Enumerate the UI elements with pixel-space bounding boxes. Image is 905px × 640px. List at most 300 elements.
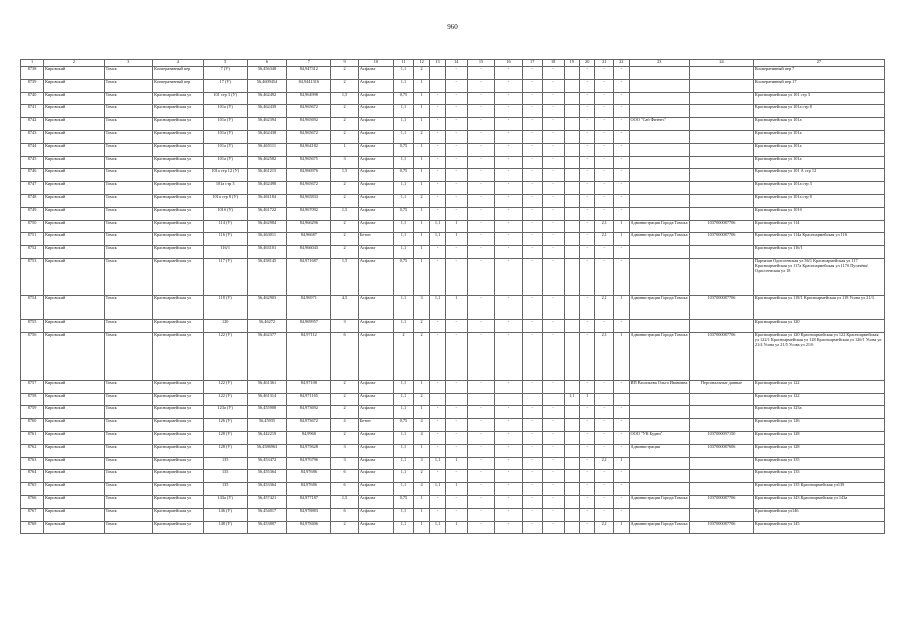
- table-row: [21, 508, 885, 521]
- table-cell: 84,966976: [287, 169, 331, 182]
- table-cell: -: [614, 169, 629, 182]
- column-number-18: 18: [542, 60, 564, 67]
- table-cell: Красноармейская ул 135: [753, 457, 884, 470]
- table-cell: [629, 182, 690, 195]
- column-number-17: 17: [522, 60, 542, 67]
- table-cell: -: [522, 444, 542, 457]
- table-cell: -: [495, 406, 523, 419]
- table-cell: -: [542, 444, 564, 457]
- table-cell: -: [595, 67, 614, 80]
- table-cell: -: [522, 143, 542, 156]
- table-cell: Красноармейская ул 145: [753, 521, 884, 534]
- table-cell: Администрация Города Томска: [629, 220, 690, 233]
- table-cell: 84,965833: [287, 194, 331, 207]
- table-cell: 2: [331, 182, 359, 195]
- table-cell: Томск: [104, 105, 152, 118]
- table-cell: 1: [331, 143, 359, 156]
- table-cell: 56,462492: [247, 92, 287, 105]
- table-cell: 1037000087706: [690, 332, 754, 380]
- table-cell: -: [467, 483, 495, 496]
- table-cell: -: [445, 169, 467, 182]
- table-cell: -: [522, 118, 542, 131]
- table-cell: Красноармейская ул: [153, 380, 204, 393]
- table-cell: Томск: [104, 182, 152, 195]
- table-cell: -: [542, 295, 564, 319]
- table-cell: -: [542, 79, 564, 92]
- table-cell: [564, 169, 579, 182]
- table-cell: -: [522, 258, 542, 295]
- table-cell: Томск: [104, 470, 152, 483]
- table-cell: Красноармейская ул: [153, 444, 204, 457]
- table-cell: Кировский: [44, 419, 105, 432]
- table-cell: 1: [413, 220, 430, 233]
- registry-table: [20, 59, 885, 534]
- table-cell: 1,1: [394, 470, 414, 483]
- table-cell: -: [614, 130, 629, 143]
- table-cell: Красноармейская ул 122: [753, 393, 884, 406]
- table-cell: [430, 393, 445, 406]
- table-cell: 84,977187: [287, 495, 331, 508]
- table-cell: -: [467, 233, 495, 246]
- table-cell: Томск: [104, 67, 152, 80]
- table-cell: 8763: [21, 457, 44, 470]
- table-cell: [690, 508, 754, 521]
- table-cell: -: [430, 118, 445, 131]
- table-cell: [690, 457, 754, 470]
- table-cell: -: [522, 521, 542, 534]
- table-cell: Томск: [104, 483, 152, 496]
- table-cell: [542, 393, 564, 406]
- table-cell: Красноармейская ул 143 Красноармейская ул 143а: [753, 495, 884, 508]
- table-cell: Томск: [104, 431, 152, 444]
- table-cell: -: [580, 118, 595, 131]
- table-cell: -: [522, 156, 542, 169]
- table-cell: Асфальт: [358, 495, 393, 508]
- table-cell: -: [495, 220, 523, 233]
- table-cell: -: [595, 508, 614, 521]
- table-row: [21, 406, 885, 419]
- table-cell: 56,46272: [247, 319, 287, 332]
- table-cell: -: [595, 143, 614, 156]
- table-cell: 56,461314: [247, 393, 287, 406]
- table-cell: [690, 156, 754, 169]
- table-cell: -: [542, 220, 564, 233]
- table-cell: -: [580, 521, 595, 534]
- table-cell: -: [495, 258, 523, 295]
- column-number-7: 7: [287, 60, 331, 67]
- table-cell: -: [614, 319, 629, 332]
- table-cell: -: [522, 495, 542, 508]
- table-cell: 8741: [21, 105, 44, 118]
- table-cell: Томск: [104, 419, 152, 432]
- table-cell: [629, 194, 690, 207]
- table-cell: -: [467, 495, 495, 508]
- table-cell: -: [467, 419, 495, 432]
- table-cell: 8768: [21, 521, 44, 534]
- table-cell: 84,965672: [287, 105, 331, 118]
- table-cell: 1: [445, 295, 467, 319]
- table-cell: [564, 419, 579, 432]
- table-cell: 2: [413, 393, 430, 406]
- table-cell: Асфальт: [358, 393, 393, 406]
- table-cell: 101б (У): [203, 207, 247, 220]
- table-cell: [690, 406, 754, 419]
- table-cell: [614, 393, 629, 406]
- table-cell: 8750: [21, 220, 44, 233]
- table-cell: [690, 79, 754, 92]
- table-cell: [467, 393, 495, 406]
- table-cell: 117 (У): [203, 258, 247, 295]
- table-cell: [629, 67, 690, 80]
- table-cell: 1,1: [394, 444, 414, 457]
- column-number-20: 20: [580, 60, 595, 67]
- table-cell: 2: [331, 393, 359, 406]
- table-cell: 135: [203, 483, 247, 496]
- table-cell: 1: [614, 332, 629, 380]
- table-cell: 122 (У): [203, 380, 247, 393]
- table-cell: 101а (У): [203, 156, 247, 169]
- table-body: [21, 67, 885, 534]
- table-cell: Томск: [104, 393, 152, 406]
- table-cell: Асфальт: [358, 130, 393, 143]
- table-cell: [690, 105, 754, 118]
- table-row: [21, 246, 885, 259]
- table-cell: 1,1: [394, 220, 414, 233]
- table-cell: Томск: [104, 495, 152, 508]
- table-cell: -: [522, 431, 542, 444]
- table-cell: 2: [331, 521, 359, 534]
- table-cell: Красноармейская ул: [153, 194, 204, 207]
- table-cell: -: [495, 431, 523, 444]
- column-number-13: 13: [430, 60, 445, 67]
- table-cell: 101а стр 12 (У): [203, 169, 247, 182]
- table-cell: -: [542, 470, 564, 483]
- table-cell: 2: [331, 130, 359, 143]
- table-cell: [629, 92, 690, 105]
- table-cell: -: [522, 220, 542, 233]
- table-cell: Кооперативный пер 17: [753, 79, 884, 92]
- table-cell: Администрация Города Томска: [629, 295, 690, 319]
- column-number-12: 12: [413, 60, 430, 67]
- table-cell: 2: [413, 67, 430, 80]
- table-cell: -: [495, 67, 523, 80]
- table-cell: Персональные данные: [690, 380, 754, 393]
- table-cell: [564, 67, 579, 80]
- table-cell: 1: [580, 393, 595, 406]
- table-cell: -: [595, 470, 614, 483]
- table-cell: Кировский: [44, 521, 105, 534]
- table-cell: -: [542, 419, 564, 432]
- table-cell: 4: [413, 431, 430, 444]
- table-cell: -: [614, 67, 629, 80]
- table-cell: 1,1: [430, 233, 445, 246]
- table-cell: 1: [445, 457, 467, 470]
- table-cell: -: [467, 79, 495, 92]
- table-cell: 1,1: [394, 431, 414, 444]
- table-cell: 0,75: [394, 92, 414, 105]
- table-cell: -: [467, 194, 495, 207]
- table-cell: -: [580, 470, 595, 483]
- table-row: [21, 169, 885, 182]
- table-cell: -: [445, 207, 467, 220]
- table-cell: [629, 393, 690, 406]
- table-cell: -: [445, 495, 467, 508]
- table-cell: Томск: [104, 457, 152, 470]
- table-cell: -: [467, 143, 495, 156]
- table-cell: 8759: [21, 406, 44, 419]
- table-cell: Кировский: [44, 258, 105, 295]
- table-cell: Кировский: [44, 495, 105, 508]
- table-cell: 2,1: [595, 295, 614, 319]
- table-cell: 3: [331, 457, 359, 470]
- table-cell: [690, 483, 754, 496]
- table-cell: -: [542, 92, 564, 105]
- table-cell: 0,75: [394, 169, 414, 182]
- table-cell: 2: [413, 332, 430, 380]
- table-cell: 1: [413, 380, 430, 393]
- table-cell: [564, 332, 579, 380]
- table-cell: -: [595, 319, 614, 332]
- table-row: [21, 295, 885, 319]
- table-cell: 8760: [21, 419, 44, 432]
- table-cell: -: [614, 431, 629, 444]
- table-cell: 84,965672: [287, 130, 331, 143]
- table-cell: 146 (У): [203, 508, 247, 521]
- table-cell: [564, 319, 579, 332]
- table-cell: Красноармейская ул 101а: [753, 130, 884, 143]
- table-cell: 1,5: [331, 169, 359, 182]
- table-cell: -: [522, 483, 542, 496]
- table-cell: 1,1: [394, 79, 414, 92]
- table-cell: 56,463011: [247, 233, 287, 246]
- table-cell: 1,1: [394, 156, 414, 169]
- table-cell: -: [430, 92, 445, 105]
- table-cell: -: [580, 182, 595, 195]
- table-cell: 1037000097150: [690, 431, 754, 444]
- table-row: [21, 431, 885, 444]
- table-cell: 56,462438: [247, 130, 287, 143]
- table-row: [21, 470, 885, 483]
- table-cell: Кировский: [44, 130, 105, 143]
- table-cell: Красноармейская ул 120 Красноармейская ул 122 Красноармейская ул 122/1 Красноармейская ул 128 Красноармейская ул 126/1 Усова ул 21/4 Усова ул 21/5 Усова ул 21/6: [753, 332, 884, 380]
- table-cell: 8751: [21, 233, 44, 246]
- table-cell: Красноармейская ул 101 А стр 12: [753, 169, 884, 182]
- table-cell: 1: [413, 246, 430, 259]
- table-cell: -: [614, 419, 629, 432]
- table-cell: Красноармейская ул 101 стр 3: [753, 92, 884, 105]
- column-number-4: 4: [153, 60, 204, 67]
- table-cell: Красноармейская ул: [153, 182, 204, 195]
- table-cell: -: [495, 92, 523, 105]
- table-cell: 1: [413, 169, 430, 182]
- table-cell: -: [430, 319, 445, 332]
- table-cell: 84,969957: [287, 319, 331, 332]
- table-cell: Красноармейская ул 101а: [753, 118, 884, 131]
- table-cell: -: [614, 406, 629, 419]
- table-cell: -: [595, 130, 614, 143]
- table-cell: [564, 79, 579, 92]
- table-cell: -: [430, 143, 445, 156]
- table-cell: -: [522, 380, 542, 393]
- table-cell: Красноармейская ул: [153, 156, 204, 169]
- table-cell: -: [467, 92, 495, 105]
- table-cell: Красноармейская ул 116/1: [753, 246, 884, 259]
- table-cell: [495, 393, 523, 406]
- table-cell: Красноармейская ул: [153, 143, 204, 156]
- table-cell: -: [430, 332, 445, 380]
- table-cell: Бетон: [358, 233, 393, 246]
- table-cell: -: [522, 194, 542, 207]
- table-cell: 56,461215: [247, 169, 287, 182]
- table-cell: 56,461361: [247, 380, 287, 393]
- table-cell: -: [430, 258, 445, 295]
- table-cell: 8758: [21, 393, 44, 406]
- table-cell: 84,964182: [287, 143, 331, 156]
- table-cell: [629, 130, 690, 143]
- table-cell: -: [430, 406, 445, 419]
- table-cell: 1,1: [394, 67, 414, 80]
- table-cell: Красноармейская ул: [153, 169, 204, 182]
- table-cell: 56,461184: [247, 194, 287, 207]
- table-cell: 148 (У): [203, 521, 247, 534]
- table-cell: [629, 246, 690, 259]
- table-cell: Томск: [104, 118, 152, 131]
- table-cell: -: [445, 470, 467, 483]
- table-cell: -: [595, 156, 614, 169]
- table-row: [21, 319, 885, 332]
- table-cell: Кировский: [44, 406, 105, 419]
- table-cell: Красноармейская ул: [153, 130, 204, 143]
- column-number-23: 23: [629, 60, 690, 67]
- table-cell: -: [467, 457, 495, 470]
- table-cell: -: [495, 156, 523, 169]
- table-cell: Асфальт: [358, 169, 393, 182]
- table-cell: 8747: [21, 182, 44, 195]
- table-cell: Асфальт: [358, 431, 393, 444]
- table-cell: -: [445, 380, 467, 393]
- table-cell: 8762: [21, 444, 44, 457]
- table-cell: 1: [413, 521, 430, 534]
- table-cell: -: [495, 130, 523, 143]
- table-row: [21, 258, 885, 295]
- table-cell: 84,978883: [287, 508, 331, 521]
- table-cell: 2: [331, 67, 359, 80]
- table-cell: -: [542, 457, 564, 470]
- table-cell: Кировский: [44, 444, 105, 457]
- table-cell: 1037000087706: [690, 521, 754, 534]
- table-cell: 0,75: [394, 143, 414, 156]
- table-cell: Красноармейская ул: [153, 220, 204, 233]
- table-cell: -: [495, 332, 523, 380]
- table-cell: 1,1: [430, 521, 445, 534]
- table-cell: [564, 194, 579, 207]
- table-cell: -: [614, 143, 629, 156]
- table-cell: -: [495, 295, 523, 319]
- table-cell: 84,976796: [287, 457, 331, 470]
- table-cell: Томск: [104, 380, 152, 393]
- table-cell: Кооперативный пер: [153, 67, 204, 80]
- table-cell: 135: [203, 457, 247, 470]
- table-cell: Красноармейская ул: [153, 233, 204, 246]
- table-cell: [690, 258, 754, 295]
- table-cell: Асфальт: [358, 156, 393, 169]
- table-cell: -: [495, 105, 523, 118]
- table-row: [21, 495, 885, 508]
- table-cell: [690, 182, 754, 195]
- table-cell: -: [580, 419, 595, 432]
- table-cell: 8740: [21, 92, 44, 105]
- table-cell: -: [495, 457, 523, 470]
- table-cell: Томск: [104, 194, 152, 207]
- table-cell: -: [542, 130, 564, 143]
- table-row: [21, 182, 885, 195]
- table-cell: -: [445, 431, 467, 444]
- table-cell: 1: [413, 182, 430, 195]
- table-cell: [629, 258, 690, 295]
- table-cell: -: [467, 156, 495, 169]
- table-cell: 4,5: [331, 295, 359, 319]
- table-cell: 128 (У): [203, 431, 247, 444]
- table-cell: -: [430, 431, 445, 444]
- table-cell: 1,1: [430, 483, 445, 496]
- table-cell: Асфальт: [358, 194, 393, 207]
- table-cell: 1: [614, 233, 629, 246]
- table-cell: Красноармейская ул: [153, 406, 204, 419]
- table-cell: [629, 508, 690, 521]
- table-cell: [629, 319, 690, 332]
- table-cell: 4: [413, 419, 430, 432]
- table-cell: -: [522, 406, 542, 419]
- table-cell: Асфальт: [358, 92, 393, 105]
- table-cell: Асфальт: [358, 470, 393, 483]
- table-cell: -: [430, 194, 445, 207]
- table-cell: 17 (У): [203, 79, 247, 92]
- table-cell: -: [430, 105, 445, 118]
- column-number-2: 2: [44, 60, 105, 67]
- table-row: [21, 194, 885, 207]
- table-cell: Кировский: [44, 233, 105, 246]
- table-cell: [629, 156, 690, 169]
- table-cell: -: [614, 105, 629, 118]
- table-cell: -: [430, 495, 445, 508]
- table-cell: 56,462903: [247, 295, 287, 319]
- table-cell: -: [445, 246, 467, 259]
- table-cell: -: [580, 194, 595, 207]
- table-cell: -: [445, 258, 467, 295]
- table-cell: 84,966296: [287, 220, 331, 233]
- table-cell: [629, 406, 690, 419]
- table-cell: [430, 67, 445, 80]
- table-cell: Кировский: [44, 332, 105, 380]
- table-row: [21, 79, 885, 92]
- table-cell: [690, 92, 754, 105]
- table-cell: Администрация Города Томска: [629, 332, 690, 380]
- table-cell: [564, 521, 579, 534]
- table-cell: -: [542, 508, 564, 521]
- table-cell: -: [430, 207, 445, 220]
- table-cell: -: [430, 182, 445, 195]
- table-cell: 3: [331, 444, 359, 457]
- table-cell: 2: [331, 431, 359, 444]
- table-cell: 128 (У): [203, 444, 247, 457]
- table-cell: Томск: [104, 156, 152, 169]
- table-cell: Асфальт: [358, 143, 393, 156]
- table-cell: [595, 393, 614, 406]
- table-cell: 56,455364: [247, 470, 287, 483]
- table-cell: 2,1: [595, 220, 614, 233]
- table-cell: [522, 393, 542, 406]
- table-cell: 1: [614, 457, 629, 470]
